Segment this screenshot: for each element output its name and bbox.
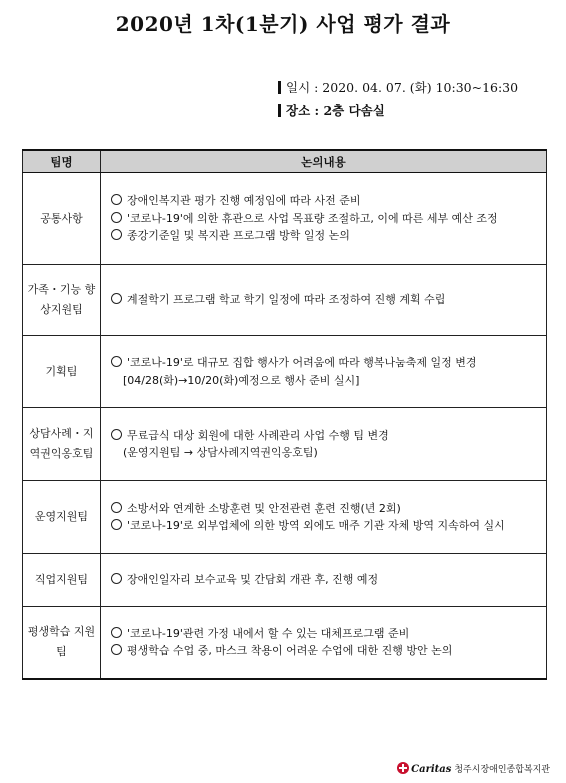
team-name: 직업지원팀: [23, 554, 101, 607]
team-name: 운영지원팀: [23, 481, 101, 554]
evaluation-table: [22, 149, 547, 680]
meeting-place: [278, 101, 385, 119]
list-item: 계절학기 프로그램 학교 학기 일정에 따라 조정하여 진행 계획 수립: [111, 291, 540, 309]
bullet-bar: [278, 104, 281, 117]
discussion-content: [101, 265, 547, 336]
circle-bullet-icon: [111, 573, 122, 584]
list-item: '코로나-19'에 의한 휴관으로 사업 목표량 조절하고, 이에 따른 세부 예산 조정: [111, 210, 540, 228]
discussion-content: [101, 173, 547, 265]
table-row: [23, 554, 547, 607]
footer-logo: [397, 762, 550, 775]
circle-bullet-icon: [111, 519, 122, 530]
discussion-content: [101, 408, 547, 481]
circle-bullet-icon: [111, 293, 122, 304]
team-name: 가족・기능 향상지원팀: [23, 265, 101, 336]
circle-bullet-icon: [111, 644, 122, 655]
meeting-date-text: 일시 : 2020. 04. 07. (화) 10:30~16:30: [286, 80, 519, 95]
header-content: 논의내용: [101, 150, 547, 173]
list-item: 소방서와 연계한 소방훈련 및 안전관련 훈련 진행(년 2회): [111, 500, 540, 518]
list-item: 종강기준일 및 복지관 프로그램 방학 일정 논의: [111, 227, 540, 245]
table-row: [23, 173, 547, 265]
team-name: 기획팀: [23, 336, 101, 408]
team-name: 상담사례・지 역권익옹호팀: [23, 408, 101, 481]
list-item: 무료급식 대상 회원에 대한 사례관리 사업 수행 팀 변경: [111, 427, 540, 445]
list-item-note: [04/28(화)→10/20(화)예정으로 행사 준비 실시]: [123, 373, 360, 387]
organization-name: 청주시장애인종합복지관: [454, 765, 550, 775]
discussion-content: [101, 554, 547, 607]
team-name: 평생학습 지원팀: [23, 607, 101, 679]
circle-bullet-icon: [111, 627, 122, 638]
table-row: [23, 265, 547, 336]
discussion-content: [101, 607, 547, 679]
team-name: 공통사항: [23, 173, 101, 265]
table-row: [23, 408, 547, 481]
circle-bullet-icon: [111, 229, 122, 240]
table-row: [23, 481, 547, 554]
table-header-row: [23, 150, 547, 173]
list-item: '코로나-19'관련 가정 내에서 할 수 있는 대체프로그램 준비: [111, 625, 540, 643]
bullet-bar: [278, 81, 281, 94]
meeting-place-text: 장소 : 2층 다솜실: [286, 103, 385, 118]
brand-name: Caritas: [411, 764, 452, 775]
circle-bullet-icon: [111, 212, 122, 223]
list-item: 평생학습 수업 중, 마스크 착용이 어려운 수업에 대한 진행 방안 논의: [111, 642, 540, 660]
meeting-date: [278, 78, 518, 96]
list-item: '코로나-19'로 대규모 집합 행사가 어려움에 따라 행복나눔축제 일정 변경: [111, 354, 540, 372]
circle-bullet-icon: [111, 429, 122, 440]
list-item-note: (운영지원팀 → 상담사례지역권익옹호팀): [123, 446, 318, 459]
header-team: 팀명: [23, 150, 101, 173]
table-row: [23, 607, 547, 679]
list-item: '코로나-19'로 외부업체에 의한 방역 외에도 매주 기관 자체 방역 지속하여 실시: [111, 517, 540, 535]
list-item: 장애인복지관 평가 진행 예정임에 따라 사전 준비: [111, 192, 540, 210]
discussion-content: [101, 336, 547, 408]
circle-bullet-icon: [111, 194, 122, 205]
discussion-content: [101, 481, 547, 554]
table-row: [23, 336, 547, 408]
circle-bullet-icon: [111, 502, 122, 513]
list-item: 장애인일자리 보수교육 및 간담회 개관 후, 진행 예정: [111, 571, 540, 589]
page-title: 2020년 1차(1분기) 사업 평가 결과: [115, 12, 451, 36]
circle-bullet-icon: [111, 356, 122, 367]
caritas-cross-icon: [397, 762, 409, 774]
